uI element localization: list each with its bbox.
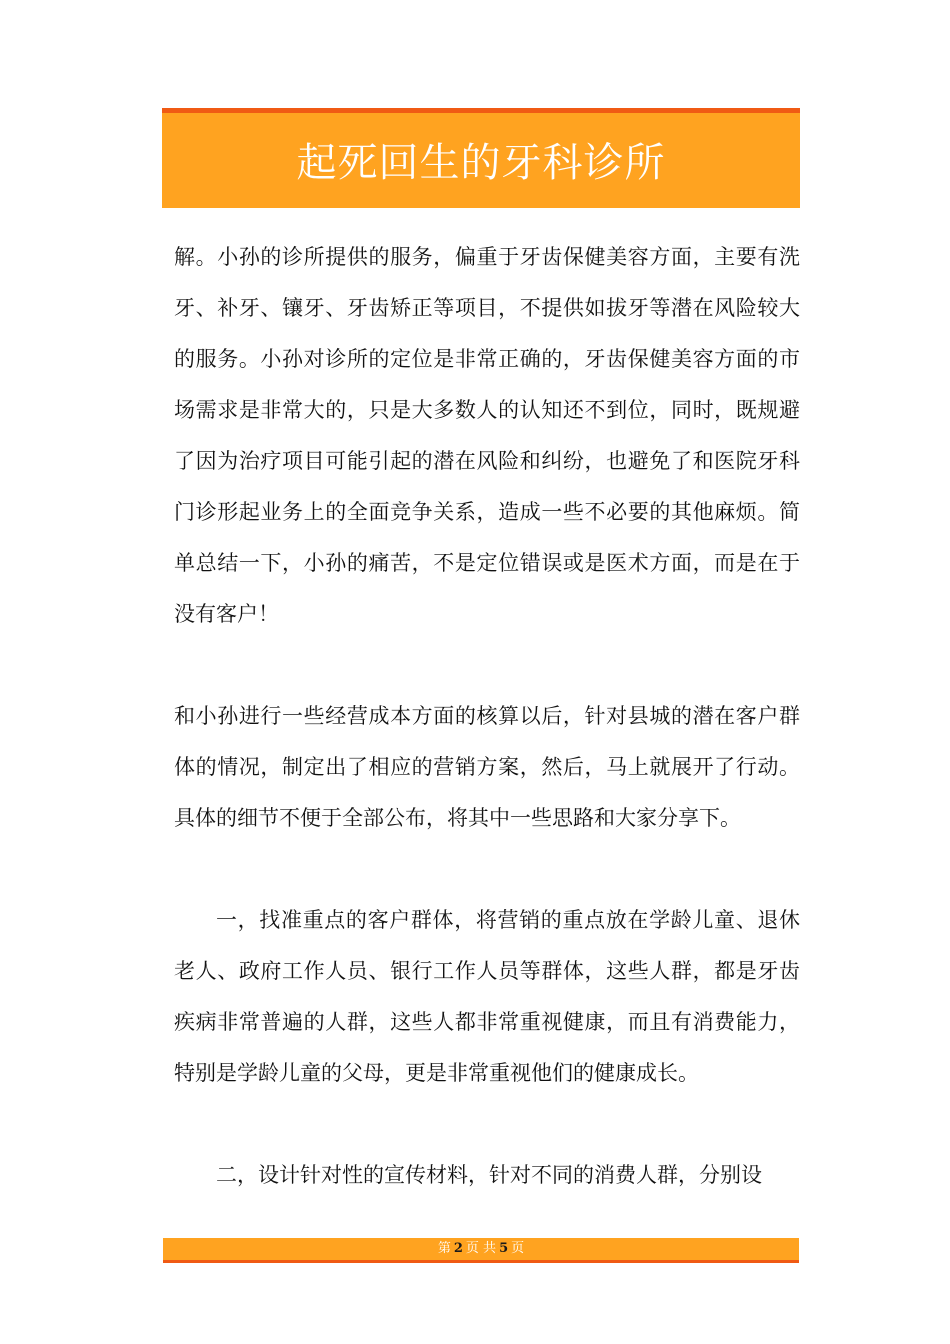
paragraph-2: 和小孙进行一些经营成本方面的核算以后，针对县城的潜在客户群体的情况，制定出了相应的营销方案，然后，马上就展开了行动。具体的细节不便于全部公布，将其中一些思路和大家分享下。 (174, 704, 800, 830)
page-label-middle: 页 共 (465, 1241, 497, 1256)
page-title: 起死回生的牙科诊所 (296, 140, 666, 186)
footer-band (163, 1238, 799, 1263)
paragraph-gap (174, 640, 800, 691)
paragraph-3: 一，找准重点的客户群体，将营销的重点放在学龄儿童、退休老人、政府工作人员、银行工作人员等群体，这些人群，都是牙齿疾病非常普遍的人群，这些人都非常重视健康，而且有消费能力，特别是学龄儿童的父母，更是非常重视他们的健康成长。 (174, 908, 800, 1085)
page-label-suffix: 页 (511, 1241, 525, 1256)
paragraph-gap (174, 844, 800, 895)
page-label-prefix: 第 (437, 1241, 451, 1256)
current-page-number: 2 (453, 1241, 463, 1256)
paragraph-4: 二，设计针对性的宣传材料，针对不同的消费人群，分别设 (216, 1163, 762, 1187)
total-pages-number: 5 (499, 1241, 509, 1256)
document-body (174, 232, 800, 1201)
paragraph-1: 解。小孙的诊所提供的服务，偏重于牙齿保健美容方面，主要有洗牙、补牙、镶牙、牙齿矫正等项目，不提供如拔牙等潜在风险较大的服务。小孙对诊所的定位是非常正确的，牙齿保健美容方面的市场需求是非常大的，只是大多数人的认知还不到位，同时，既规避了因为治疗项目可能引起的潜在风险和纠纷，也避免了和医院牙科门诊形起业务上的全面竞争关系，造成一些不必要的其他麻烦。简单总结一下，小孙的痛苦，不是定位错误或是医术方面，而是在于没有客户！ (174, 245, 800, 626)
header-band (162, 108, 800, 208)
paragraph-gap (174, 1099, 800, 1150)
